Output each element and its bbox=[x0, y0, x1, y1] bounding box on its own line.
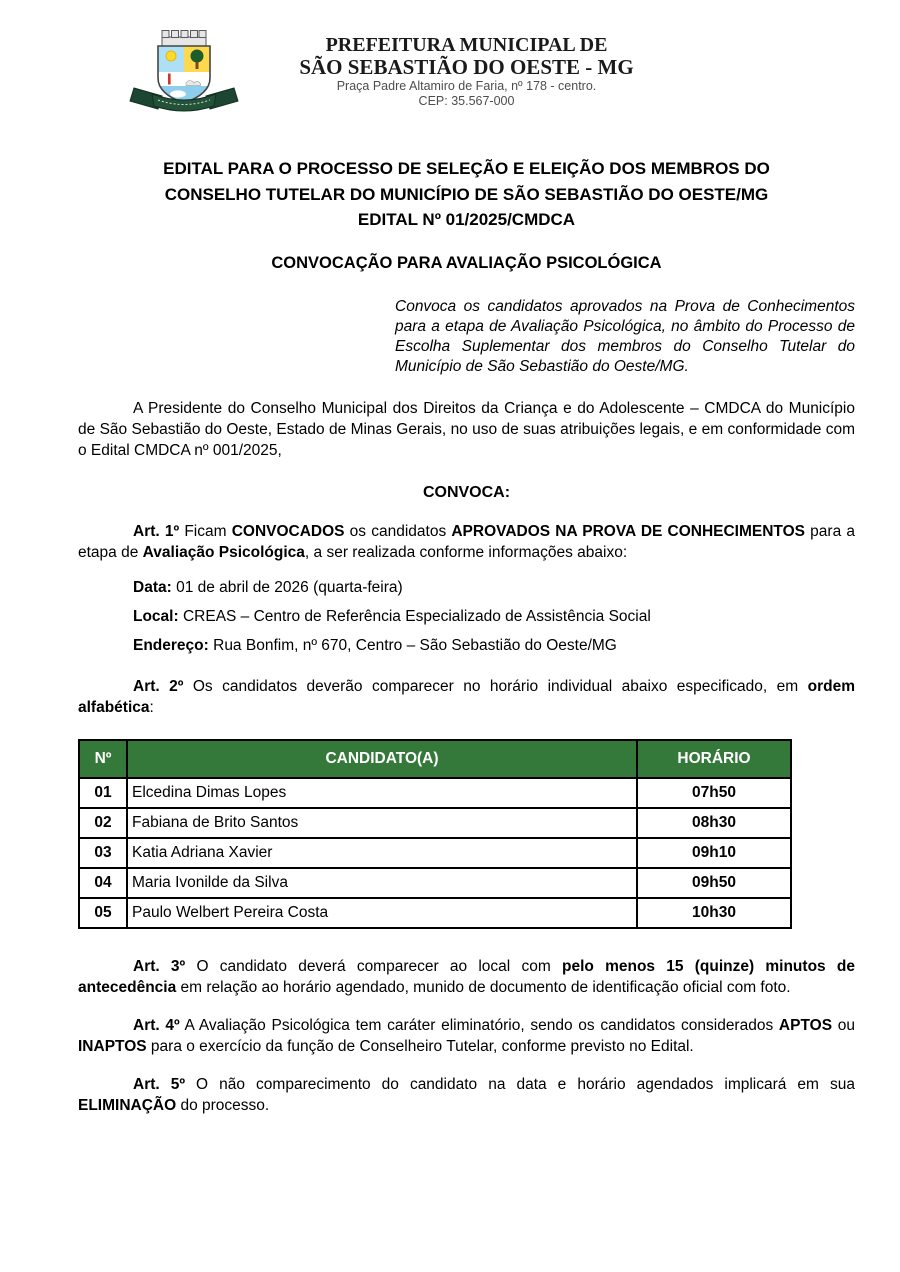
document-title bbox=[78, 156, 855, 233]
cell-time: 07h50 bbox=[637, 778, 791, 808]
document-subtitle: CONVOCAÇÃO PARA AVALIAÇÃO PSICOLÓGICA bbox=[271, 253, 662, 272]
text-segment: CONVOCADOS bbox=[231, 522, 345, 540]
org-address: Praça Padre Altamiro de Faria, nº 178 - centro. bbox=[336, 79, 597, 93]
cell-candidate-name: Paulo Welbert Pereira Costa bbox=[127, 898, 637, 928]
text-segment: Art. 2º bbox=[133, 678, 184, 695]
cell-time: 10h30 bbox=[637, 898, 791, 928]
text-segment: O não comparecimento do candidato na data e horário agendados implicará em sua bbox=[185, 1076, 855, 1093]
convoca-heading: CONVOCA: bbox=[422, 483, 511, 501]
text-segment: ordem alfabética bbox=[78, 678, 855, 716]
text-segment: para o exercício da função de Conselheiro Tutelar, conforme previsto no Edital. bbox=[146, 1038, 694, 1055]
intro-paragraph: A Presidente do Conselho Municipal dos Direitos da Criança e do Adolescente – CMDCA do Município de São Sebastião do Oeste, Estado de Minas Gerais, no uso de suas atribuições legais, e em conformidade com o Edital CMDCA nº 001/2025, bbox=[78, 399, 855, 459]
document-header bbox=[78, 28, 855, 112]
candidates-table bbox=[78, 739, 792, 929]
text-segment: : bbox=[149, 699, 154, 716]
col-header-time: HORÁRIO bbox=[637, 740, 791, 778]
table-row bbox=[79, 778, 791, 808]
article-4 bbox=[78, 1015, 855, 1057]
text-segment: Art. 4º bbox=[133, 1017, 180, 1034]
cell-time: 08h30 bbox=[637, 808, 791, 838]
text-segment: INAPTOS bbox=[78, 1038, 147, 1055]
title-line-3: EDITAL Nº 01/2025/CMDCA bbox=[357, 210, 576, 229]
cell-time: 09h10 bbox=[637, 838, 791, 868]
text-segment: APROVADOS NA PROVA DE CONHECIMENTOS bbox=[451, 522, 806, 540]
text-segment: pelo menos 15 (quinze) minutos de antecedência bbox=[78, 958, 855, 996]
text-segment: A Avaliação Psicológica tem caráter eliminatório, sendo os candidatos considerados bbox=[179, 1017, 779, 1034]
epigraph-quote: Convoca os candidatos aprovados na Prova de Conhecimentos para a etapa de Avaliação Psicológica, no âmbito do Processo de Escolha Suplementar dos membros do Conselho Tutelar do Município de São Sebastião do Oeste/MG. bbox=[395, 297, 855, 375]
text-segment: Os candidatos deverão comparecer no horário individual abaixo especificado, em bbox=[183, 678, 808, 695]
candidates-table-body bbox=[79, 778, 791, 928]
col-header-candidate: CANDIDATO(A) bbox=[127, 740, 637, 778]
org-cep: CEP: 35.567-000 bbox=[418, 94, 515, 108]
article-2 bbox=[78, 676, 855, 718]
text-segment: do processo. bbox=[176, 1097, 270, 1114]
table-row bbox=[79, 898, 791, 928]
cell-number: 01 bbox=[79, 778, 127, 808]
cell-number: 04 bbox=[79, 868, 127, 898]
table-row bbox=[79, 868, 791, 898]
text-segment: para a etapa de bbox=[78, 522, 855, 561]
text-segment: CREAS – Centro de Referência Especializado de Assistência Social bbox=[178, 608, 651, 625]
article-3 bbox=[78, 956, 855, 998]
table-row bbox=[79, 838, 791, 868]
text-segment: Local: bbox=[133, 608, 179, 625]
text-segment: ou bbox=[832, 1017, 855, 1034]
text-segment: Ficam bbox=[179, 522, 232, 540]
cell-candidate-name: Elcedina Dimas Lopes bbox=[127, 778, 637, 808]
cell-number: 05 bbox=[79, 898, 127, 928]
cell-number: 02 bbox=[79, 808, 127, 838]
text-segment: Endereço: bbox=[133, 637, 209, 654]
article-1 bbox=[78, 521, 855, 563]
text-segment: 01 de abril de 2026 (quarta-feira) bbox=[171, 579, 403, 596]
org-name-line1: PREFEITURA MUNICIPAL DE bbox=[325, 34, 608, 56]
cell-candidate-name: Fabiana de Brito Santos bbox=[127, 808, 637, 838]
info-date bbox=[133, 578, 855, 598]
table-row bbox=[79, 808, 791, 838]
municipal-coat-of-arms-icon bbox=[128, 28, 240, 112]
title-line-1: EDITAL PARA O PROCESSO DE SELEÇÃO E ELEIÇÃO DOS MEMBROS DO bbox=[163, 159, 770, 178]
cell-time: 09h50 bbox=[637, 868, 791, 898]
text-segment: , a ser realizada conforme informações abaixo: bbox=[304, 543, 628, 561]
title-line-2: CONSELHO TUTELAR DO MUNICÍPIO DE SÃO SEBASTIÃO DO OESTE/MG bbox=[164, 184, 769, 204]
cell-number: 03 bbox=[79, 838, 127, 868]
text-segment: APTOS bbox=[778, 1017, 833, 1034]
cell-candidate-name: Maria Ivonilde da Silva bbox=[127, 868, 637, 898]
text-segment: Art. 3º bbox=[133, 958, 186, 975]
text-segment: em relação ao horário agendado, munido de documento de identificação oficial com foto. bbox=[176, 979, 791, 996]
org-name-line2: SÃO SEBASTIÃO DO OESTE - MG bbox=[299, 55, 634, 79]
text-segment: Data: bbox=[133, 579, 172, 596]
text-segment: Avaliação Psicológica bbox=[142, 543, 305, 561]
table-header-row bbox=[79, 740, 791, 778]
text-segment: os candidatos bbox=[344, 522, 452, 540]
cell-candidate-name: Katia Adriana Xavier bbox=[127, 838, 637, 868]
text-segment: ELIMINAÇÃO bbox=[78, 1097, 177, 1114]
info-address bbox=[133, 636, 855, 656]
text-segment: Art. 1º bbox=[133, 522, 180, 540]
info-location bbox=[133, 607, 855, 627]
text-segment: Rua Bonfim, nº 670, Centro – São Sebastião do Oeste/MG bbox=[208, 637, 617, 654]
article-5 bbox=[78, 1074, 855, 1116]
text-segment: O candidato deverá comparecer ao local com bbox=[185, 958, 562, 975]
col-header-number: Nº bbox=[79, 740, 127, 778]
text-segment: Art. 5º bbox=[133, 1076, 186, 1093]
